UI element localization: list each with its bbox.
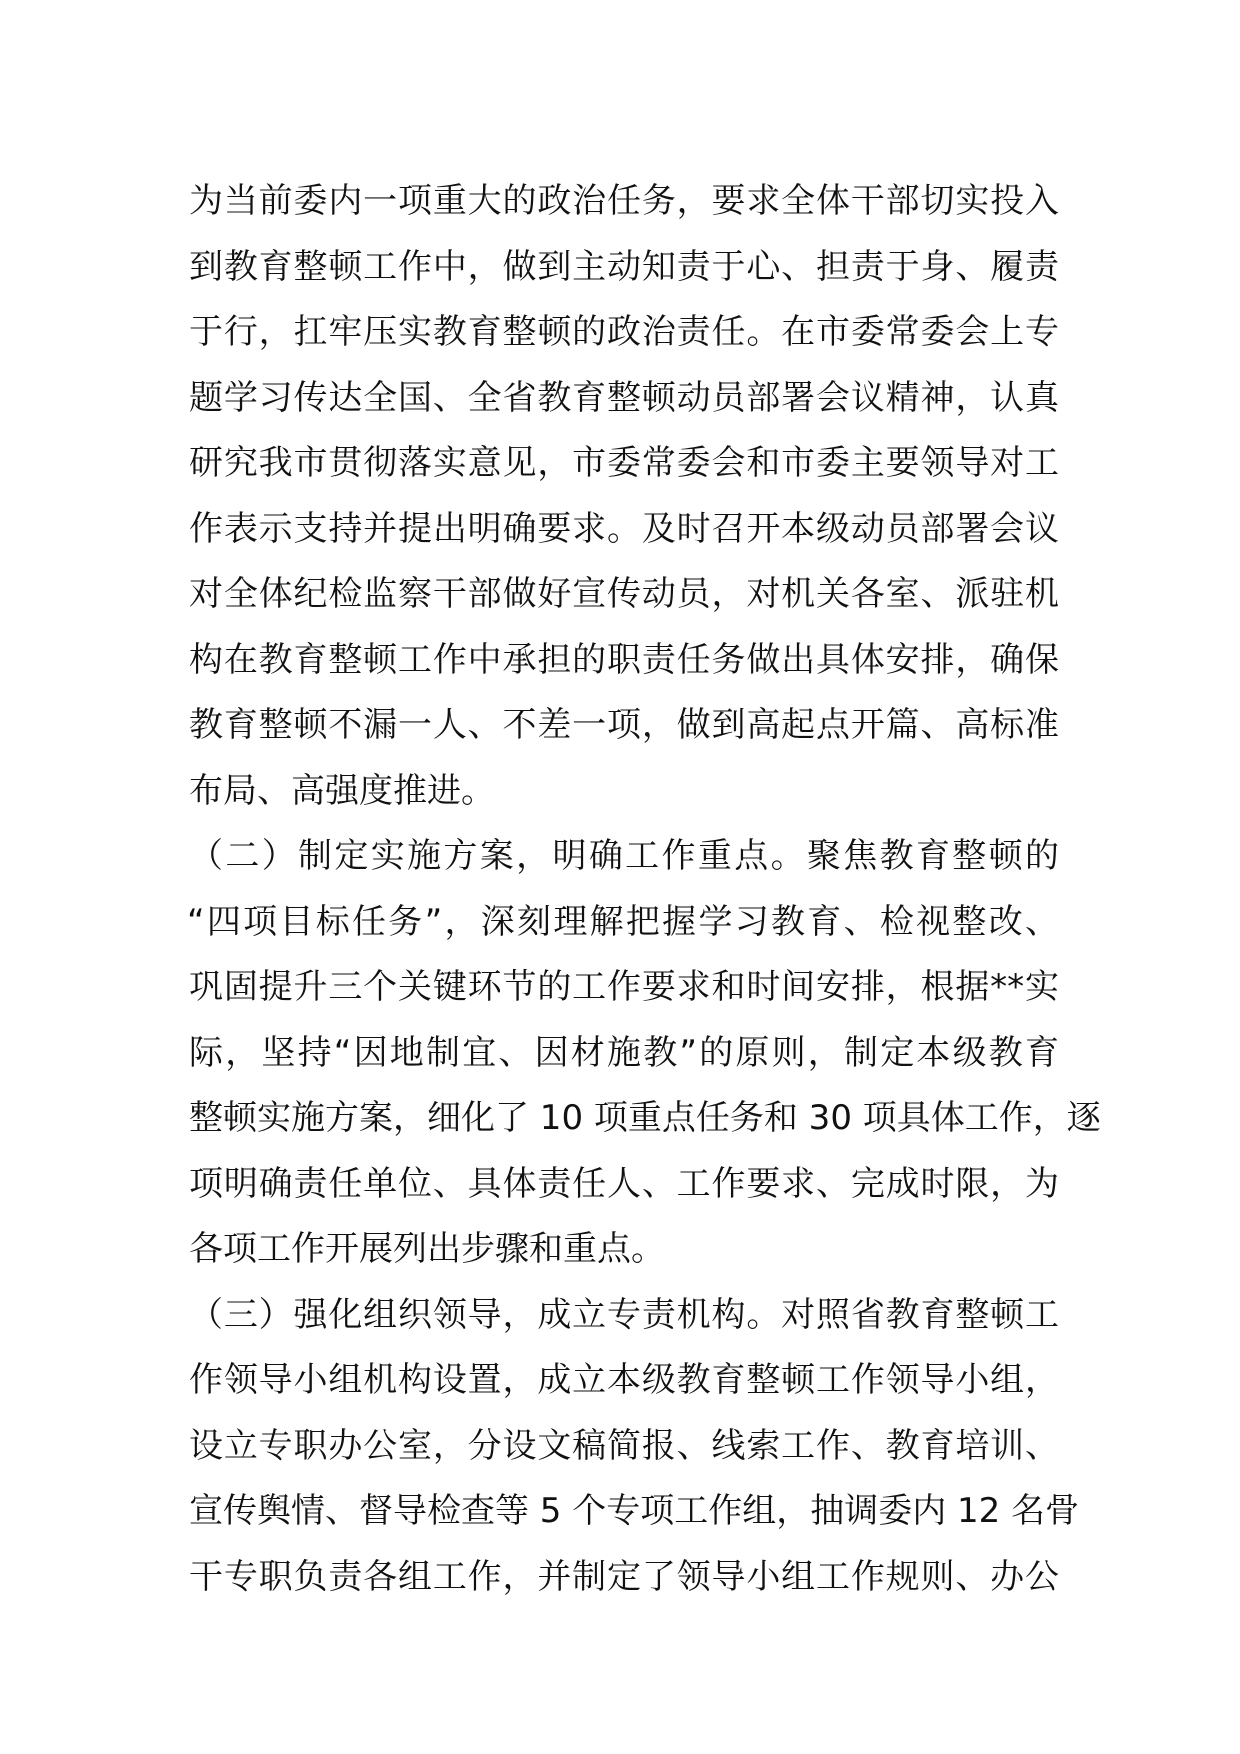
text-line: 干专职负责各组工作，并制定了领导小组工作规则、办公 — [189, 1556, 1059, 1597]
text-line: 作表示支持并提出明确要求。及时召开本级动员部署会议 — [189, 508, 1059, 549]
text-line: 为当前委内一项重大的政治任务，要求全体干部切实投入 — [189, 181, 1059, 221]
text-line: 布局、高强度推进。 — [189, 770, 495, 811]
text-line: 到教育整顿工作中，做到主动知责于心、担责于身、履责 — [189, 246, 1059, 287]
text-line: 巩固提升三个关键环节的工作要求和时间安排，根据**实 — [189, 967, 1059, 1007]
section-heading-line: （二）制定实施方案，明确工作重点。聚焦教育整顿的 — [189, 836, 1059, 876]
text-line: 际，坚持“因地制宜、因材施教”的原则，制定本级教育 — [189, 1032, 1059, 1073]
text-line: 教育整顿不漏一人、不差一项，做到高起点开篇、高标准 — [189, 705, 1059, 745]
text-line: 设立专职办公室，分设文稿简报、线索工作、教育培训、 — [189, 1425, 1059, 1466]
text-line: 于行，扛牢压实教育整顿的政治责任。在市委常委会上专 — [189, 312, 1059, 352]
text-line: 对全体纪检监察干部做好宣传动员，对机关各室、派驻机 — [189, 574, 1059, 614]
section-heading-line: （三）强化组织领导，成立专责机构。对照省教育整顿工 — [189, 1294, 1059, 1335]
text-line: 各项工作开展列出步骤和重点。 — [189, 1229, 665, 1269]
text-line: 构在教育整顿工作中承担的职责任务做出具体安排，确保 — [189, 639, 1059, 680]
text-line: “四项目标任务”，深刻理解把握学习教育、检视整改、 — [187, 901, 1059, 942]
text-line: 整顿实施方案，细化了 10 项重点任务和 30 项具体工作，逐 — [189, 1098, 1101, 1138]
text-line: 项明确责任单位、具体责任人、工作要求、完成时限，为 — [189, 1163, 1059, 1204]
text-line: 宣传舆情、督导检查等 5 个专项工作组，抽调委内 12 名骨 — [189, 1491, 1080, 1531]
text-line: 题学习传达全国、全省教育整顿动员部署会议精神，认真 — [189, 377, 1059, 418]
text-line: 作领导小组机构设置，成立本级教育整顿工作领导小组， — [189, 1360, 1059, 1400]
document-body — [187, 169, 1101, 1610]
text-line: 研究我市贯彻落实意见，市委常委会和市委主要领导对工 — [189, 443, 1059, 483]
